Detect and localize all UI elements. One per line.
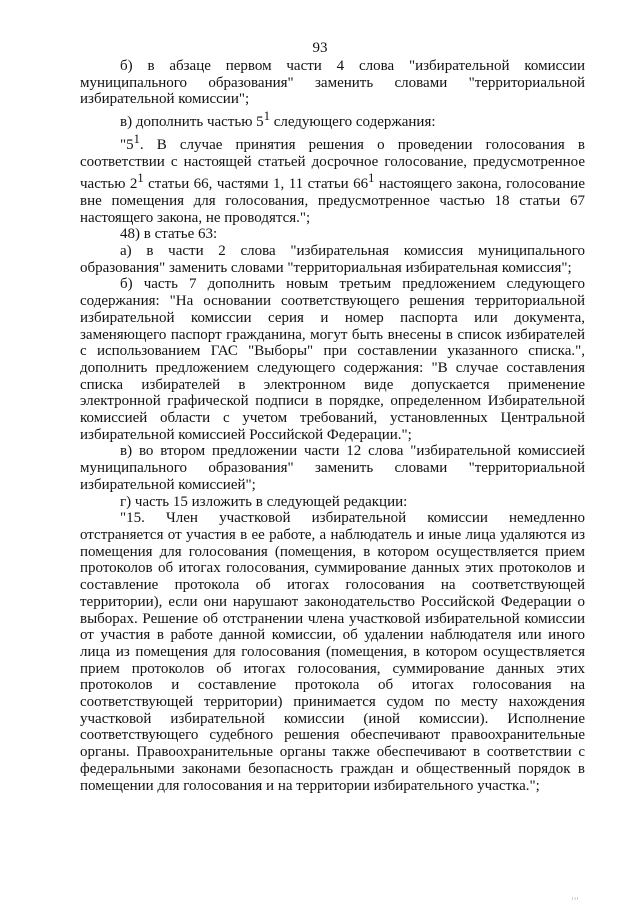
page-number: 93 xyxy=(312,40,328,56)
paragraph-g-part-15: г) часть 15 изложить в следующей редакции: xyxy=(120,493,408,510)
paragraph-a-part-2: а) в части 2 слова "избирательная комиссия муниципального образования" заменить словами "территориальная избирательная комиссия"; xyxy=(80,243,585,276)
quoted-part-5-1: "$5^1$. В случае принятия решения о проведении голосования в соответствии с настоящей статьей досрочное голосование, предусмотренное частью $2^1$ статьи 66, частями 1, 11 статьи $66^1$ настоящего закона, голосование вне помещения для голосования, предусмотренное частью 18 статьи 67 настоящего закона, не проводятся."; xyxy=(80,131,585,226)
paragraph-b-part-4: б) в абзаце первом части 4 слова "избирательной комиссии муниципального образования" заменить словами "территориальной избирательной комиссии"; xyxy=(80,58,585,108)
scan-mark: ııı xyxy=(572,896,580,902)
document-body xyxy=(80,58,585,794)
paragraph-v-part-12: в) во втором предложении части 12 слова "избирательной комиссией муниципального образования" заменить словами "территориальной избирательной комиссией"; xyxy=(80,443,585,493)
paragraph-b-part-7: б) часть 7 дополнить новым третьим предложением следующего содержания: "На основании соответствующего решения территориальной избирательной комиссии серия и номер паспорта или документа, заменяющего паспорт гражданина, могут быть внесены в список избирателей с использованием ГАС "Выборы" при составлении указанного списка.", дополнить предложением следующего содержания: "В случае составления списка избирателей в электронном виде допускается применение электронной графической подписи в порядке, определенном Избирательной комиссией области с учетом требований, установленных Центральной избирательной комиссией Российской Федерации."; xyxy=(80,276,585,443)
paragraph-v-add-part: в) дополнить частью $5^1$ следующего содержания: xyxy=(120,109,436,131)
quoted-part-15: "15. Член участковой избирательной комиссии немедленно отстраняется от участия в ее работе, а наблюдатель и иные лица удаляются из помещения для голосования (помещения, в котором осуществляется прием протоколов об итогах голосования, суммирование данных этих протоколов и составление протокола об итогах голосования на соответствующей территории), если они нарушают законодательство Российской Федерации о выборах. Решение об отстранении члена участковой избирательной комиссии от участия в работе данной комиссии, об удалении наблюдателя или иного лица из помещения для голосования (помещения, в котором осуществляется прием протоколов об итогах голосования, суммирование данных этих протоколов и составление протокола об итогах голосования на соответствующей территории) принимается судом по месту нахождения участковой избирательной комиссии (иной комиссии). Исполнение соответствующего судебного решения обеспечивают правоохранительные органы. Правоохранительные органы также обеспечивают в соответствии с федеральными законами безопасность граждан и общественный порядок в помещении для голосования и на территории избирательного участка."; xyxy=(80,510,585,794)
item-48-heading: 48) в статье 63: xyxy=(120,226,218,243)
